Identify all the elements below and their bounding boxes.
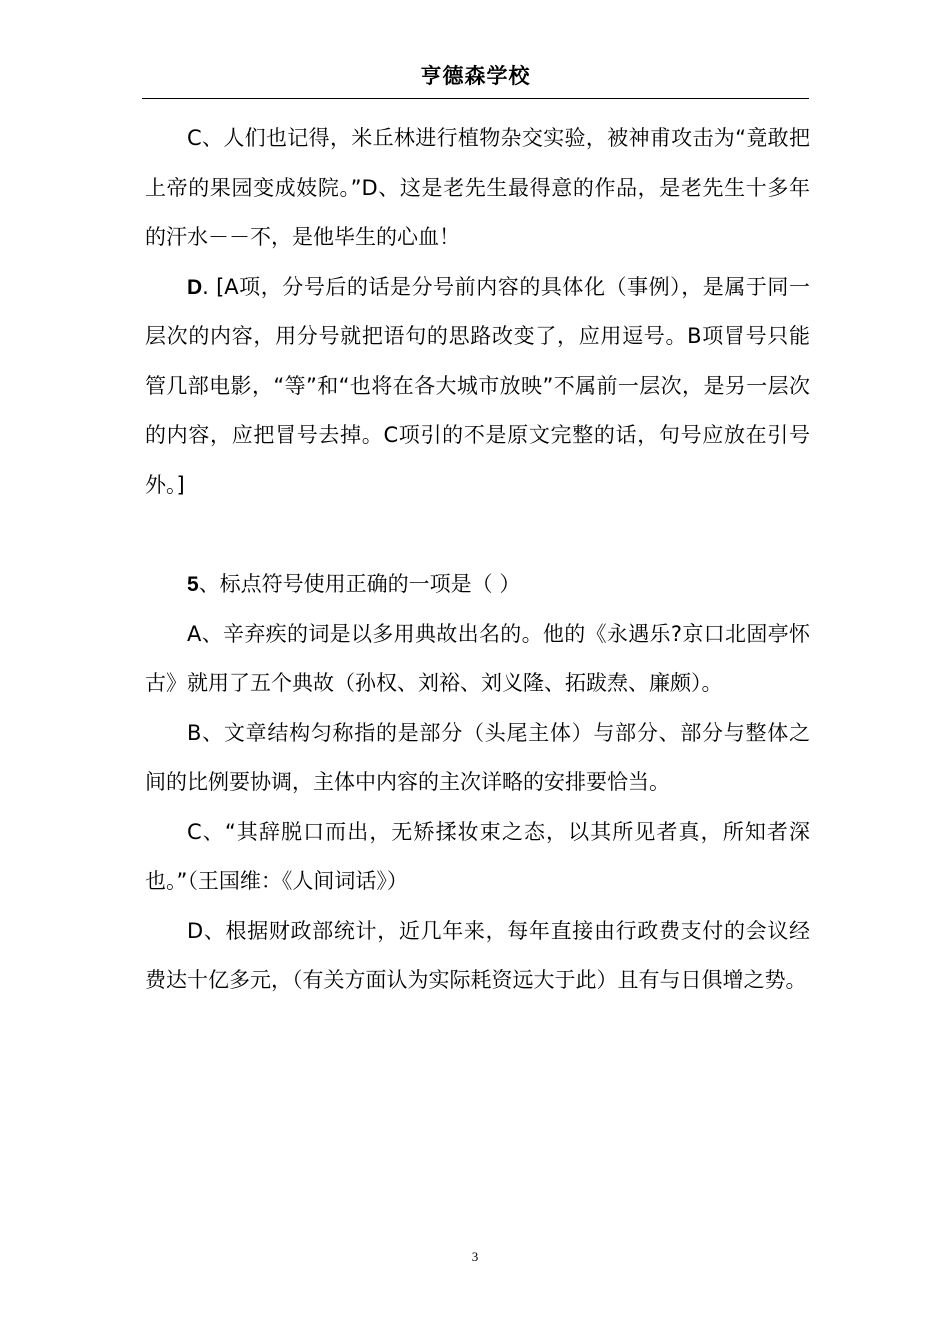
- question-5-stem: [145, 560, 810, 610]
- answer-text-b: B项冒号只能管几部电影，“等”和“也将在各大城市放映”不属前一层次，是另一层次的内容，应把冒号去掉。: [145, 324, 810, 447]
- document-body: [145, 114, 810, 1006]
- question-stem-text: 、标点符号使用正确的一项是（ ）: [198, 572, 521, 596]
- answer-text-c: C项引的不是原文完整的话，句号应放在引号外。]: [145, 423, 810, 497]
- question-number: 5: [187, 573, 199, 596]
- header-divider: [142, 98, 809, 99]
- page-number: 3: [471, 1249, 479, 1264]
- answer-text-a: . [A项，分号后的话是分号前内容的具体化（事例），是属于同一层次的内容，用分号就把语句的思路改变了，应用逗号。: [145, 274, 810, 348]
- answer-label: D: [187, 275, 203, 299]
- paragraph-gap: [145, 510, 810, 560]
- answer-explanation: [145, 263, 810, 511]
- paragraph-option-c-d: C、人们也记得，米丘林进行植物杂交实验，被神甫攻击为“竟敢把上帝的果园变成妓院。”D、这是老先生最得意的作品，是老先生十多年的汗水－－不，是他毕生的心血！: [145, 126, 810, 249]
- option-a: A、辛弃疾的词是以多用典故出名的。他的《永遇乐?京口北固亭怀古》就用了五个典故（孙权、刘裕、刘义隆、拓跋焘、廉颇）。: [145, 621, 810, 695]
- page-header-title: 亨德森学校: [420, 64, 531, 88]
- option-c: C、“其辞脱口而出，无矫揉妆束之态，以其所见者真，所知者深也。”（王国维：《人间词话》）: [145, 819, 810, 893]
- option-d: D、根据财政部统计，近几年来，每年直接由行政费支付的会议经费达十亿多元，（有关方面认为实际耗资远大于此）且有与日俱增之势。: [145, 918, 810, 992]
- option-b: B、文章结构匀称指的是部分（头尾主体）与部分、部分与整体之间的比例要协调，主体中内容的主次详略的安排要恰当。: [145, 720, 810, 794]
